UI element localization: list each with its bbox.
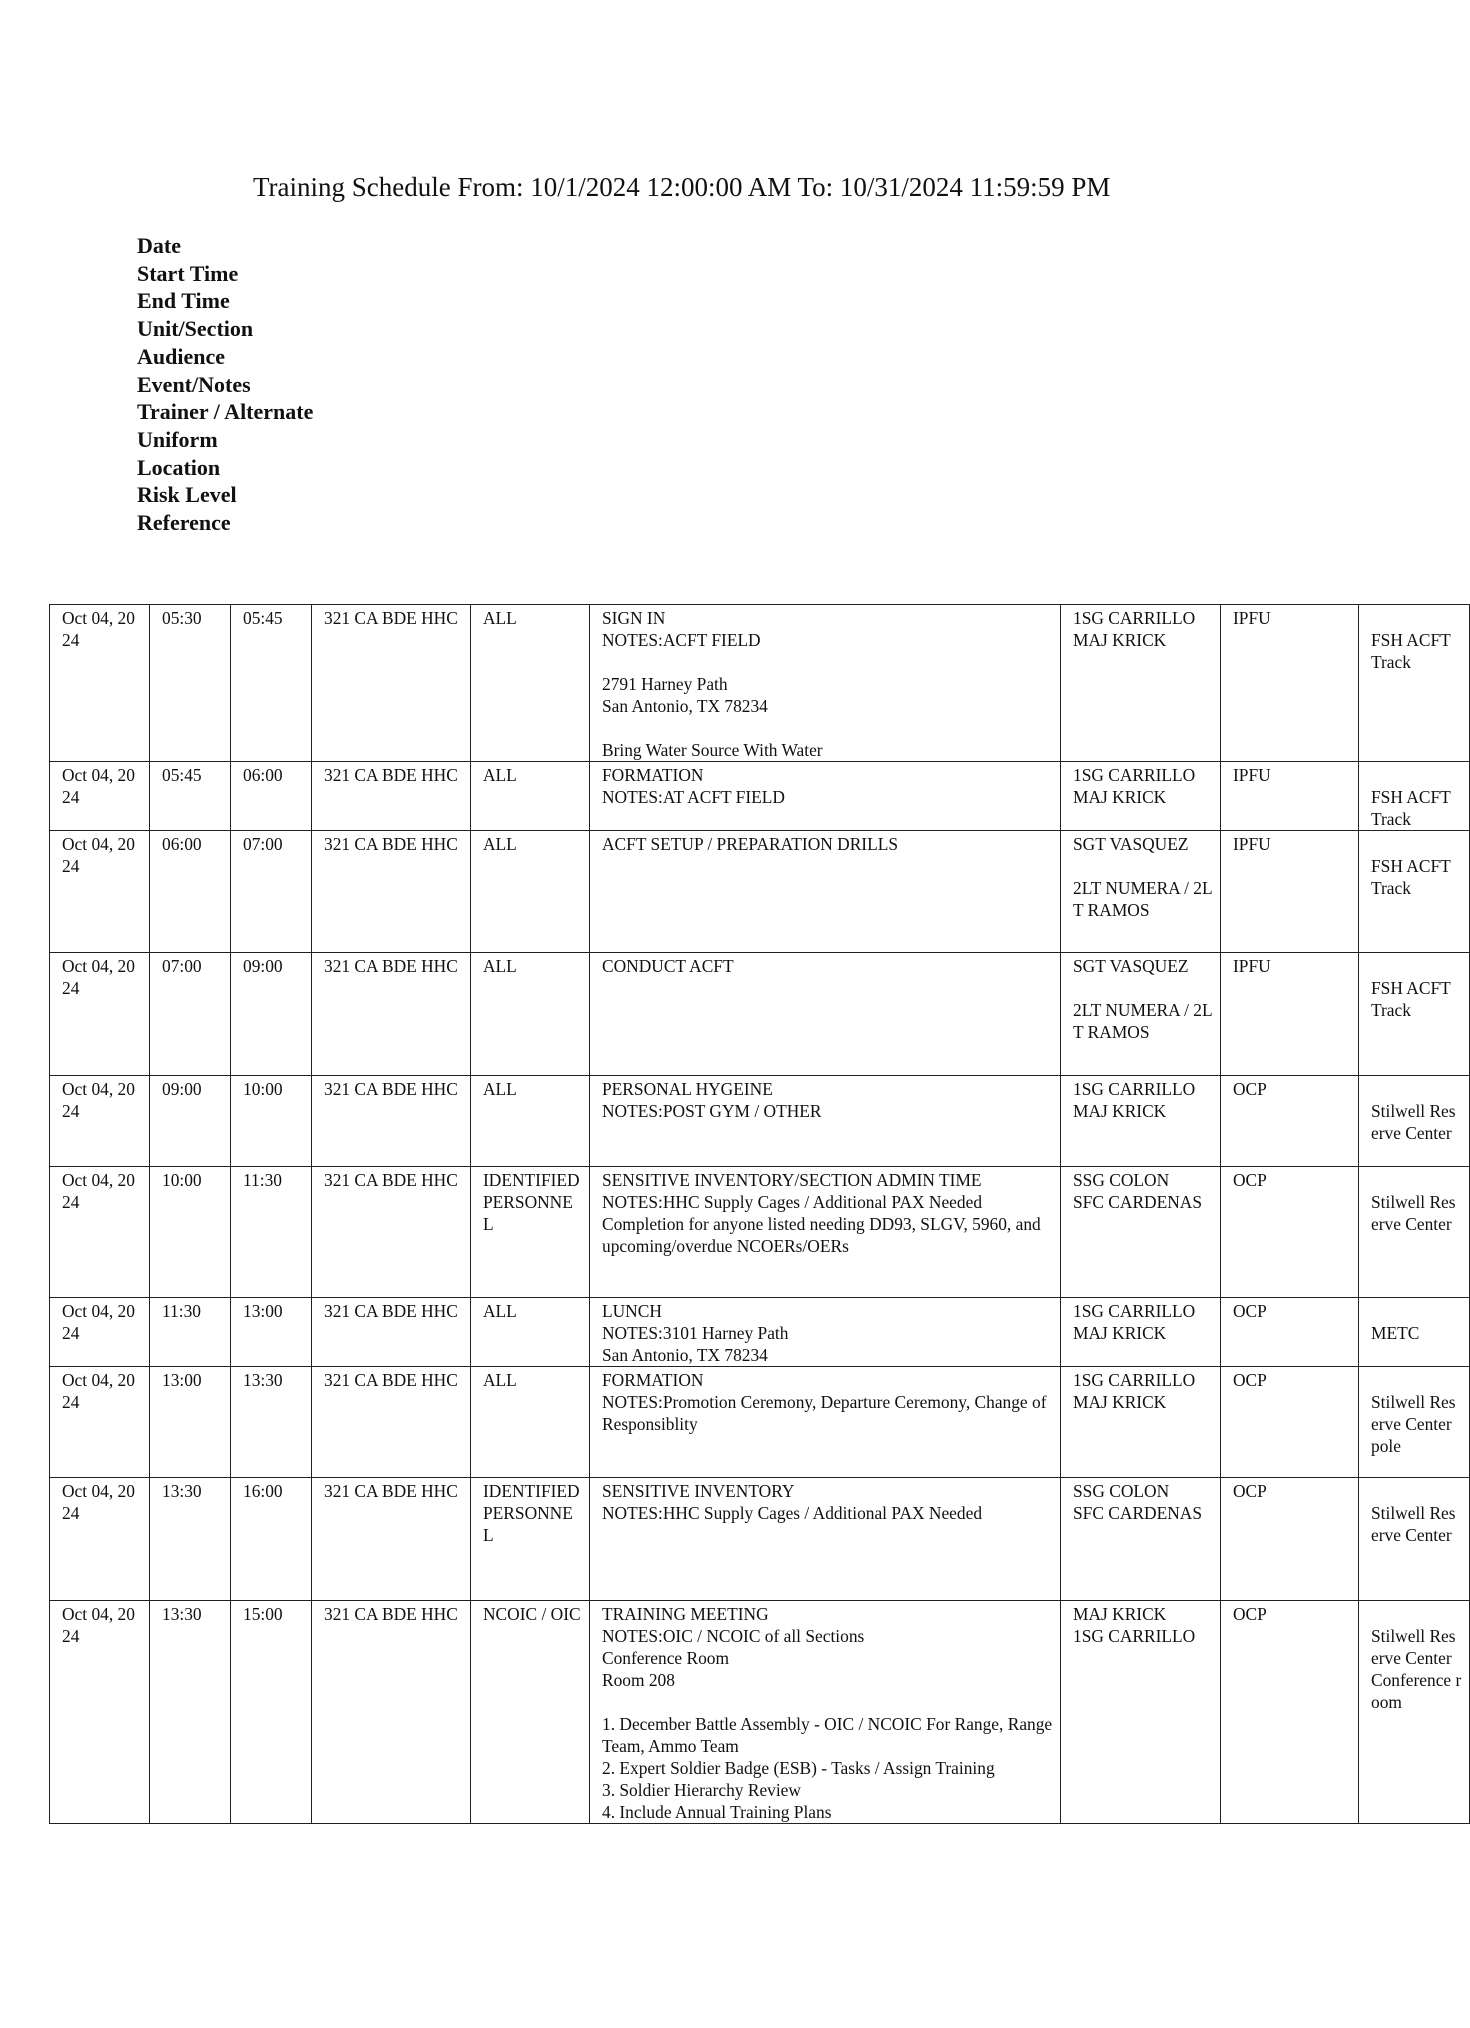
end-time-cell: 10:00 xyxy=(231,1076,312,1167)
date-cell: Oct 04, 2024 xyxy=(50,1298,150,1367)
date-cell: Oct 04, 2024 xyxy=(50,1367,150,1478)
end-time-cell: 05:45 xyxy=(231,605,312,762)
unit-cell: 321 CA BDE HHC xyxy=(312,762,471,831)
location-cell: FSH ACFT Track xyxy=(1359,605,1470,762)
location-cell: Stilwell Reserve Center Conference room xyxy=(1359,1601,1470,1824)
start-time-cell: 11:30 xyxy=(150,1298,231,1367)
schedule-table xyxy=(49,604,1470,1824)
audience-cell: ALL xyxy=(471,1076,590,1167)
table-row xyxy=(50,1601,1470,1824)
event-notes-cell: FORMATION NOTES:AT ACFT FIELD xyxy=(590,762,1061,831)
location-cell: FSH ACFT Track xyxy=(1359,762,1470,831)
uniform-cell: OCP xyxy=(1221,1167,1359,1298)
audience-cell: ALL xyxy=(471,762,590,831)
start-time-cell: 07:00 xyxy=(150,953,231,1076)
legend-audience: Audience xyxy=(137,343,225,369)
location-cell: FSH ACFT Track xyxy=(1359,831,1470,953)
table-row xyxy=(50,953,1470,1076)
table-row xyxy=(50,605,1470,762)
trainer-cell: 1SG CARRILLO MAJ KRICK xyxy=(1061,1076,1221,1167)
location-cell: Stilwell Reserve Center xyxy=(1359,1478,1470,1601)
date-cell: Oct 04, 2024 xyxy=(50,1076,150,1167)
trainer-cell: SSG COLON SFC CARDENAS xyxy=(1061,1478,1221,1601)
audience-cell: ALL xyxy=(471,953,590,1076)
unit-cell: 321 CA BDE HHC xyxy=(312,1478,471,1601)
end-time-cell: 09:00 xyxy=(231,953,312,1076)
event-notes-cell: CONDUCT ACFT xyxy=(590,953,1061,1076)
trainer-cell: 1SG CARRILLO MAJ KRICK xyxy=(1061,1298,1221,1367)
trainer-cell: 1SG CARRILLO MAJ KRICK xyxy=(1061,605,1221,762)
start-time-cell: 10:00 xyxy=(150,1167,231,1298)
trainer-cell: MAJ KRICK 1SG CARRILLO xyxy=(1061,1601,1221,1824)
end-time-cell: 06:00 xyxy=(231,762,312,831)
legend-trainer: Trainer / Alternate xyxy=(137,399,314,425)
table-row xyxy=(50,1167,1470,1298)
trainer-cell: 1SG CARRILLO MAJ KRICK xyxy=(1061,1367,1221,1478)
uniform-cell: IPFU xyxy=(1221,953,1359,1076)
date-cell: Oct 04, 2024 xyxy=(50,1478,150,1601)
event-notes-cell: FORMATION NOTES:Promotion Ceremony, Departure Ceremony, Change of Responsiblity xyxy=(590,1367,1061,1478)
audience-cell: IDENTIFIED PERSONNEL xyxy=(471,1167,590,1298)
legend-date: Date xyxy=(137,233,181,258)
audience-cell: ALL xyxy=(471,1367,590,1478)
start-time-cell: 09:00 xyxy=(150,1076,231,1167)
date-cell: Oct 04, 2024 xyxy=(50,1601,150,1824)
trainer-cell: 1SG CARRILLO MAJ KRICK xyxy=(1061,762,1221,831)
uniform-cell: IPFU xyxy=(1221,831,1359,953)
end-time-cell: 07:00 xyxy=(231,831,312,953)
audience-cell: ALL xyxy=(471,831,590,953)
audience-cell: IDENTIFIED PERSONNEL xyxy=(471,1478,590,1601)
table-row xyxy=(50,1298,1470,1367)
date-cell: Oct 04, 2024 xyxy=(50,953,150,1076)
uniform-cell: OCP xyxy=(1221,1367,1359,1478)
legend-uniform: Uniform xyxy=(137,426,218,452)
start-time-cell: 06:00 xyxy=(150,831,231,953)
start-time-cell: 05:45 xyxy=(150,762,231,831)
column-legend xyxy=(137,232,313,537)
unit-cell: 321 CA BDE HHC xyxy=(312,1367,471,1478)
uniform-cell: OCP xyxy=(1221,1601,1359,1824)
event-notes-cell: SENSITIVE INVENTORY NOTES:HHC Supply Cages / Additional PAX Needed xyxy=(590,1478,1061,1601)
end-time-cell: 13:30 xyxy=(231,1367,312,1478)
event-notes-cell: TRAINING MEETING NOTES:OIC / NCOIC of all Sections Conference Room Room 208 1. December Battle Assembly - OIC / NCOIC For Range, Range Team, Ammo Team 2. Expert Soldier Badge (ESB) - Tasks / Assign Training 3. Soldier Hierarchy Review 4. Include Annual Training Plans xyxy=(590,1601,1061,1824)
trainer-cell: SGT VASQUEZ 2LT NUMERA / 2LT RAMOS xyxy=(1061,831,1221,953)
end-time-cell: 13:00 xyxy=(231,1298,312,1367)
location-cell: Stilwell Reserve Center xyxy=(1359,1167,1470,1298)
start-time-cell: 13:30 xyxy=(150,1601,231,1824)
unit-cell: 321 CA BDE HHC xyxy=(312,605,471,762)
event-notes-cell: SENSITIVE INVENTORY/SECTION ADMIN TIME NOTES:HHC Supply Cages / Additional PAX Needed Completion for anyone listed needing DD93, SLGV, 5960, and upcoming/overdue NCOERs/OERs xyxy=(590,1167,1061,1298)
table-row xyxy=(50,1478,1470,1601)
event-notes-cell: PERSONAL HYGEINE NOTES:POST GYM / OTHER xyxy=(590,1076,1061,1167)
date-cell: Oct 04, 2024 xyxy=(50,762,150,831)
uniform-cell: IPFU xyxy=(1221,605,1359,762)
start-time-cell: 13:30 xyxy=(150,1478,231,1601)
unit-cell: 321 CA BDE HHC xyxy=(312,1076,471,1167)
audience-cell: ALL xyxy=(471,1298,590,1367)
unit-cell: 321 CA BDE HHC xyxy=(312,953,471,1076)
location-cell: Stilwell Reserve Center xyxy=(1359,1076,1470,1167)
legend-start-time: Start Time xyxy=(137,260,239,286)
date-cell: Oct 04, 2024 xyxy=(50,831,150,953)
table-row xyxy=(50,762,1470,831)
unit-cell: 321 CA BDE HHC xyxy=(312,1601,471,1824)
trainer-cell: SGT VASQUEZ 2LT NUMERA / 2LT RAMOS xyxy=(1061,953,1221,1076)
end-time-cell: 16:00 xyxy=(231,1478,312,1601)
trainer-cell: SSG COLON SFC CARDENAS xyxy=(1061,1167,1221,1298)
location-cell: Stilwell Reserve Center pole xyxy=(1359,1367,1470,1478)
uniform-cell: OCP xyxy=(1221,1478,1359,1601)
uniform-cell: IPFU xyxy=(1221,762,1359,831)
uniform-cell: OCP xyxy=(1221,1298,1359,1367)
audience-cell: NCOIC / OIC xyxy=(471,1601,590,1824)
table-row xyxy=(50,1076,1470,1167)
legend-reference: Reference xyxy=(137,510,231,536)
legend-unit-section: Unit/Section xyxy=(137,316,254,342)
legend-risk-level: Risk Level xyxy=(137,482,237,508)
date-cell: Oct 04, 2024 xyxy=(50,605,150,762)
audience-cell: ALL xyxy=(471,605,590,762)
unit-cell: 321 CA BDE HHC xyxy=(312,1167,471,1298)
end-time-cell: 11:30 xyxy=(231,1167,312,1298)
location-cell: FSH ACFT Track xyxy=(1359,953,1470,1076)
table-row xyxy=(50,831,1470,953)
start-time-cell: 05:30 xyxy=(150,605,231,762)
unit-cell: 321 CA BDE HHC xyxy=(312,831,471,953)
location-cell: METC xyxy=(1359,1298,1470,1367)
unit-cell: 321 CA BDE HHC xyxy=(312,1298,471,1367)
date-cell: Oct 04, 2024 xyxy=(50,1167,150,1298)
table-row xyxy=(50,1367,1470,1478)
end-time-cell: 15:00 xyxy=(231,1601,312,1824)
legend-end-time: End Time xyxy=(137,288,230,314)
event-notes-cell: SIGN IN NOTES:ACFT FIELD 2791 Harney Path San Antonio, TX 78234 Bring Water Source With Water xyxy=(590,605,1061,762)
start-time-cell: 13:00 xyxy=(150,1367,231,1478)
event-notes-cell: LUNCH NOTES:3101 Harney Path San Antonio, TX 78234 xyxy=(590,1298,1061,1367)
event-notes-cell: ACFT SETUP / PREPARATION DRILLS xyxy=(590,831,1061,953)
legend-location: Location xyxy=(137,454,221,480)
uniform-cell: OCP xyxy=(1221,1076,1359,1167)
page-title: Training Schedule From: 10/1/2024 12:00:00 AM To: 10/31/2024 11:59:59 PM xyxy=(253,172,1111,202)
legend-event-notes: Event/Notes xyxy=(137,371,251,397)
